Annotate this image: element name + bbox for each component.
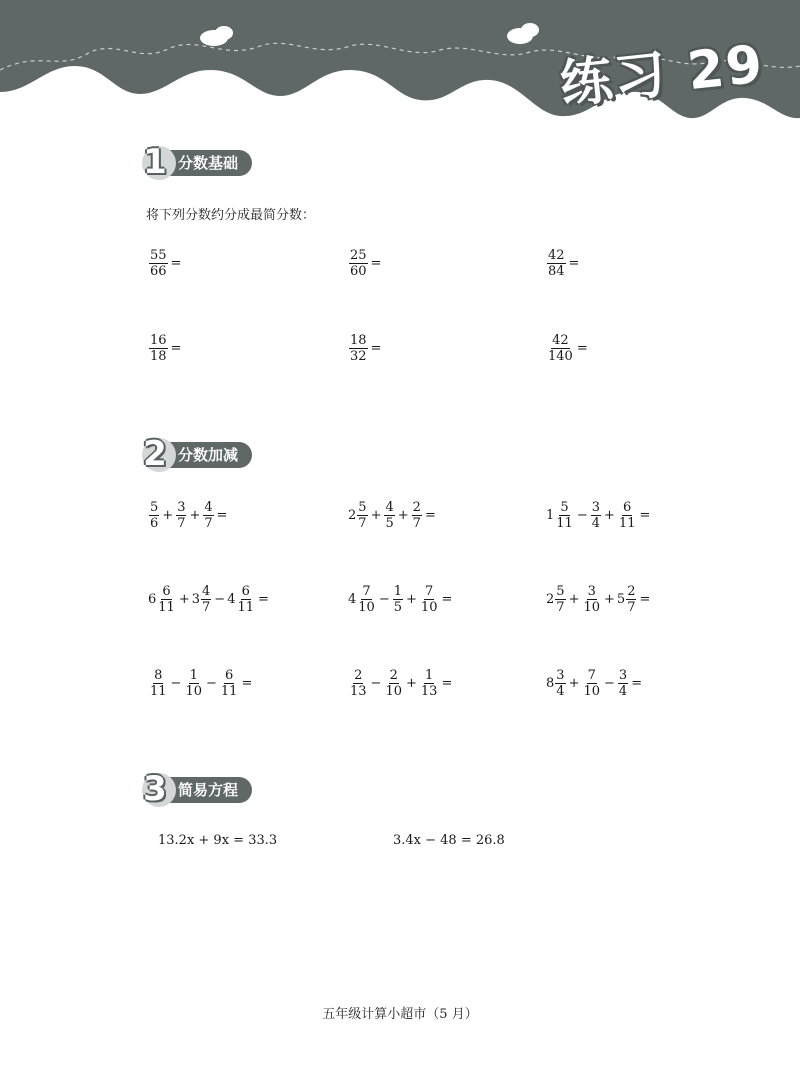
numerator: 5 <box>560 500 569 515</box>
numerator: 2 <box>412 500 421 515</box>
equals-sign: = <box>370 341 382 356</box>
fraction <box>393 584 403 615</box>
numerator: 42 <box>548 248 565 263</box>
equals-sign: = <box>370 256 382 271</box>
fraction <box>420 668 439 699</box>
fraction <box>149 668 168 699</box>
denominator: 11 <box>618 516 636 531</box>
numerator: 8 <box>154 668 163 683</box>
fraction <box>591 500 601 531</box>
section-title: 分数加减 <box>156 442 252 468</box>
numerator: 2 <box>389 668 398 683</box>
denominator: 6 <box>150 516 159 531</box>
denominator: 10 <box>583 684 601 699</box>
operator: = <box>631 676 643 691</box>
fraction <box>384 500 394 531</box>
denominator: 66 <box>150 264 167 279</box>
numerator: 42 <box>552 333 569 348</box>
numerator: 6 <box>162 584 171 599</box>
operator: = <box>216 508 228 523</box>
fraction <box>547 248 566 279</box>
denominator: 10 <box>185 684 202 699</box>
operator: = <box>441 676 453 691</box>
numerator: 6 <box>225 668 234 683</box>
whole-number: 3 <box>191 592 201 607</box>
operator: − <box>378 592 390 607</box>
denominator: 7 <box>412 516 421 531</box>
denominator: 4 <box>591 516 601 531</box>
equals-sign: = <box>568 256 580 271</box>
numerator: 3 <box>587 584 596 599</box>
operator: − <box>206 676 217 691</box>
denominator: 11 <box>220 684 238 699</box>
fraction <box>349 333 368 364</box>
operator: − <box>370 676 382 691</box>
whole-number: 4 <box>348 592 357 607</box>
numerator: 4 <box>204 500 213 515</box>
section-badge-2 <box>140 434 280 474</box>
fraction <box>149 333 168 364</box>
denominator: 10 <box>385 684 402 699</box>
numerator: 6 <box>623 500 632 515</box>
section-badge-3 <box>140 769 280 809</box>
denominator: 11 <box>556 516 573 531</box>
fraction <box>201 584 211 615</box>
fraction <box>220 668 239 699</box>
section-number: 3 <box>143 769 167 809</box>
arithmetic-problem <box>348 500 438 531</box>
denominator: 140 <box>548 349 573 364</box>
equation: 3.4x − 48 = 26.8 <box>393 833 505 848</box>
section-badge-1 <box>140 142 280 182</box>
fraction <box>349 668 368 699</box>
denominator: 7 <box>358 516 367 531</box>
numerator: 3 <box>177 500 186 515</box>
whole-number: 8 <box>546 676 555 691</box>
fraction <box>236 584 255 615</box>
fraction <box>184 668 203 699</box>
section-number: 2 <box>143 434 167 474</box>
numerator: 4 <box>385 500 394 515</box>
arithmetic-problem <box>148 500 230 531</box>
equals-sign: = <box>170 256 182 271</box>
numerator: 7 <box>425 584 434 599</box>
numerator: 1 <box>393 584 403 599</box>
simplify-problem <box>348 333 383 364</box>
denominator: 13 <box>420 684 438 699</box>
fraction <box>349 248 368 279</box>
arithmetic-problem <box>546 668 644 699</box>
operator: − <box>214 592 226 607</box>
denominator: 11 <box>237 600 255 615</box>
operator: − <box>170 676 182 691</box>
arithmetic-problem <box>148 584 271 615</box>
operator: + <box>189 508 201 523</box>
arithmetic-problem <box>148 668 254 699</box>
simplify-problem <box>148 248 183 279</box>
section-title: 简易方程 <box>156 777 252 803</box>
operator: − <box>604 676 615 691</box>
numerator: 5 <box>556 584 565 599</box>
numerator: 1 <box>189 668 198 683</box>
arithmetic-problem <box>546 500 652 531</box>
fraction <box>412 500 422 531</box>
numerator: 7 <box>587 668 596 683</box>
denominator: 4 <box>618 684 628 699</box>
operator: = <box>424 508 436 523</box>
fraction <box>582 584 601 615</box>
numerator: 3 <box>556 668 565 683</box>
equals-sign: = <box>170 341 182 356</box>
fraction <box>149 248 168 279</box>
fraction <box>176 500 186 531</box>
operator: + <box>604 592 615 607</box>
fraction <box>149 500 159 531</box>
operator: + <box>406 676 417 691</box>
arithmetic-problem <box>348 584 454 615</box>
denominator: 18 <box>150 349 167 364</box>
whole-number: 2 <box>348 508 357 523</box>
denominator: 7 <box>177 516 186 531</box>
denominator: 5 <box>393 600 403 615</box>
simplify-problem <box>546 248 581 279</box>
denominator: 32 <box>350 349 367 364</box>
simplify-problem <box>348 248 383 279</box>
fraction <box>203 500 213 531</box>
denominator: 4 <box>556 684 565 699</box>
whole-number: 1 <box>546 508 555 523</box>
fraction <box>626 584 636 615</box>
numerator: 1 <box>425 668 434 683</box>
numerator: 3 <box>591 500 601 515</box>
arithmetic-problem <box>546 584 652 615</box>
equals-sign: = <box>576 341 588 356</box>
numerator: 2 <box>354 668 363 683</box>
operator: + <box>397 508 409 523</box>
arithmetic-problem <box>348 668 454 699</box>
operator: = <box>441 592 453 607</box>
fraction <box>555 668 565 699</box>
denominator: 7 <box>204 516 213 531</box>
operator: = <box>639 508 651 523</box>
numerator: 7 <box>362 584 371 599</box>
page-title: 练习 29 <box>557 34 767 116</box>
operator: + <box>568 592 580 607</box>
fraction <box>555 500 574 531</box>
operator: + <box>370 508 382 523</box>
equation: 13.2x + 9x = 33.3 <box>158 833 278 848</box>
operator: + <box>568 676 580 691</box>
numerator: 5 <box>150 500 159 515</box>
denominator: 11 <box>150 684 167 699</box>
operator: = <box>258 592 269 607</box>
numerator: 3 <box>618 668 628 683</box>
denominator: 10 <box>420 600 438 615</box>
fraction <box>357 584 376 615</box>
fraction <box>618 500 637 531</box>
denominator: 7 <box>627 600 636 615</box>
whole-number: 5 <box>616 592 626 607</box>
operator: + <box>178 592 190 607</box>
denominator: 84 <box>548 264 565 279</box>
whole-number: 6 <box>148 592 157 607</box>
fraction <box>582 668 601 699</box>
denominator: 10 <box>583 600 601 615</box>
whole-number: 4 <box>227 592 236 607</box>
fraction <box>157 584 176 615</box>
numerator: 6 <box>241 584 250 599</box>
simplify-problem <box>546 333 590 364</box>
header-banner <box>0 0 800 140</box>
denominator: 11 <box>158 600 175 615</box>
operator: − <box>576 508 588 523</box>
fraction <box>547 333 574 364</box>
numerator: 4 <box>202 584 211 599</box>
operator: + <box>604 508 615 523</box>
numerator: 16 <box>150 333 167 348</box>
numerator: 18 <box>350 333 367 348</box>
simplify-problem <box>148 333 183 364</box>
denominator: 10 <box>358 600 375 615</box>
denominator: 7 <box>202 600 211 615</box>
denominator: 7 <box>556 600 565 615</box>
section-title: 分数基础 <box>156 150 252 176</box>
operator: = <box>241 676 253 691</box>
operator: + <box>162 508 174 523</box>
instruction-text: 将下列分数约分成最简分数： <box>146 208 316 223</box>
numerator: 5 <box>358 500 367 515</box>
numerator: 25 <box>350 248 367 263</box>
operator: = <box>639 592 651 607</box>
denominator: 60 <box>350 264 367 279</box>
fraction <box>618 668 628 699</box>
fraction <box>384 668 403 699</box>
numerator: 55 <box>150 248 167 263</box>
whole-number: 2 <box>546 592 555 607</box>
fraction <box>357 500 367 531</box>
denominator: 13 <box>350 684 367 699</box>
section-number: 1 <box>143 142 167 182</box>
page-footer: 五年级计算小超市（5 月） <box>322 1007 478 1022</box>
fraction <box>420 584 439 615</box>
numerator: 2 <box>627 584 636 599</box>
fraction <box>555 584 565 615</box>
operator: + <box>406 592 417 607</box>
denominator: 5 <box>385 516 394 531</box>
